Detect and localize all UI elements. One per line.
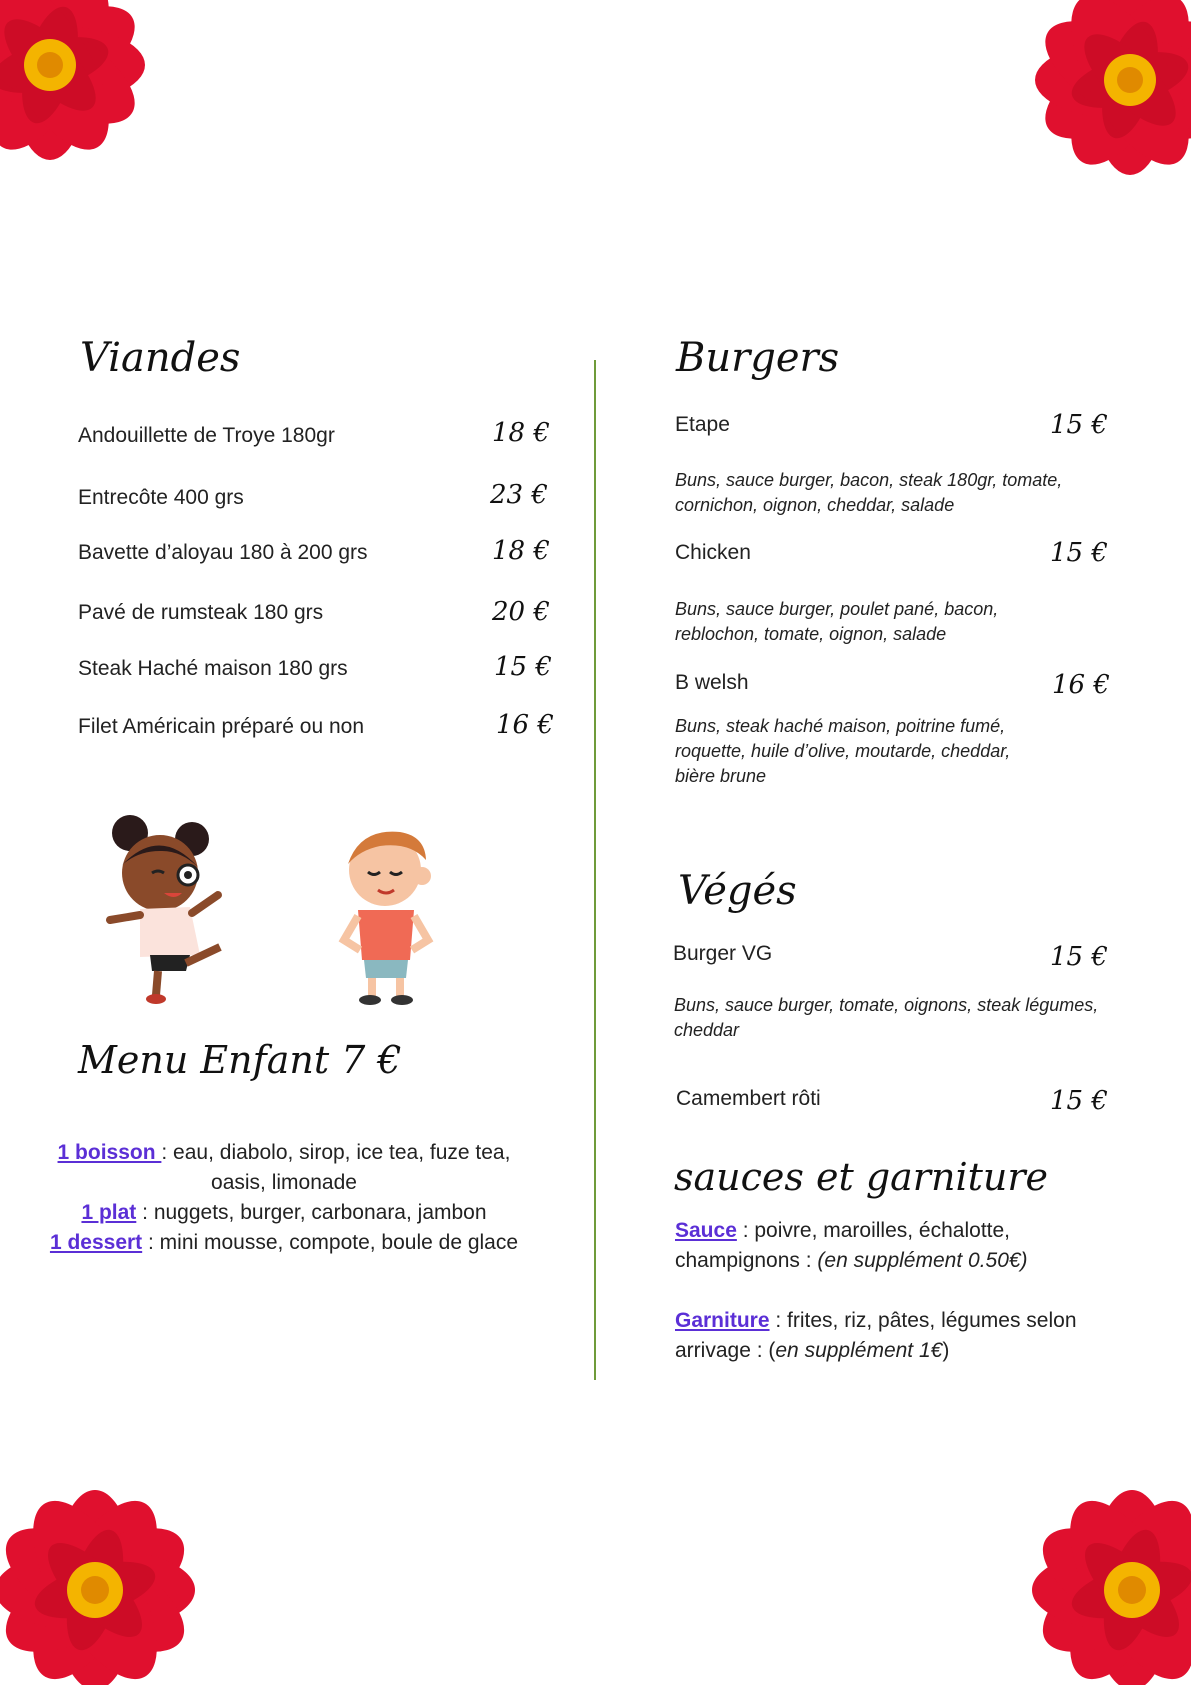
flower-top-right-icon <box>990 0 1191 240</box>
viandes-item-name: Entrecôte 400 grs <box>78 486 244 509</box>
sauce-line <box>675 1216 1115 1276</box>
burger-item-price: 15 € <box>1050 538 1108 568</box>
burger-item-desc: Buns, sauce burger, bacon, steak 180gr, tomate, cornichon, oignon, cheddar, salade <box>675 470 1063 515</box>
sauce-note: (en supplément 0.50€) <box>817 1249 1028 1272</box>
kids-menu-line <box>40 1198 528 1228</box>
kids-plat-text: : nuggets, burger, carbonara, jambon <box>136 1201 487 1224</box>
sauces-heading: sauces et garniture <box>674 1155 1048 1199</box>
vege-item-price: 15 € <box>1050 1086 1108 1116</box>
burger-item-name: Chicken <box>675 541 751 564</box>
garniture-text: : frites, riz, pâtes, légumes selon arrivage : ( <box>675 1309 1077 1362</box>
veges-heading: Végés <box>678 868 797 914</box>
burger-item-price: 15 € <box>1050 410 1108 440</box>
flower-top-left-icon <box>0 0 200 220</box>
viandes-item-name: Andouillette de Troye 180gr <box>78 424 335 447</box>
kids-menu-line <box>40 1138 528 1198</box>
burger-item-desc: Buns, steak haché maison, poitrine fumé, roquette, huile d’olive, moutarde, cheddar, bière brune <box>675 716 1011 786</box>
viandes-item-price: 20 € <box>492 597 550 627</box>
viandes-item-name: Filet Américain préparé ou non <box>78 715 364 738</box>
viandes-item-name: Steak Haché maison 180 grs <box>78 657 348 680</box>
flower-bottom-left-icon <box>0 1440 250 1685</box>
burgers-heading: Burgers <box>676 335 840 381</box>
kids-menu-heading: Menu Enfant 7 € <box>78 1038 402 1082</box>
kids-plat-link[interactable]: 1 plat <box>81 1201 137 1224</box>
viandes-item-price: 15 € <box>494 652 552 682</box>
viandes-heading: Viandes <box>80 335 241 381</box>
kids-dessert-link[interactable]: 1 dessert <box>49 1231 143 1254</box>
vege-item-name: Burger VG <box>673 942 773 965</box>
burger-item-name: B welsh <box>675 671 749 694</box>
burger-item-desc: Buns, sauce burger, poulet pané, bacon, reblochon, tomate, oignon, salade <box>675 599 999 644</box>
viandes-item-price: 18 € <box>492 536 550 566</box>
kids-dessert-text: : mini mousse, compote, boule de glace <box>142 1231 519 1254</box>
burger-item-name: Etape <box>675 413 730 436</box>
viandes-item-name: Pavé de rumsteak 180 grs <box>78 601 324 624</box>
kids-menu-list <box>40 1138 528 1258</box>
kid-girl-icon <box>100 815 240 1010</box>
column-divider <box>594 360 596 1380</box>
vege-item-name: Camembert rôti <box>676 1087 821 1110</box>
garniture-note: en supplément 1€ <box>775 1339 943 1362</box>
kids-menu-line <box>40 1228 528 1258</box>
kids-boisson-text: : eau, diabolo, sirop, ice tea, fuze tea, oasis, limonade <box>161 1141 511 1194</box>
garniture-close: ) <box>942 1339 950 1362</box>
kid-boy-icon <box>330 820 450 1015</box>
flower-bottom-right-icon <box>990 1440 1191 1685</box>
viandes-item-price: 18 € <box>492 418 550 448</box>
viandes-item-price: 23 € <box>490 480 548 510</box>
burger-item-price: 16 € <box>1052 670 1110 700</box>
kids-boisson-link[interactable]: 1 boisson <box>57 1141 162 1164</box>
garniture-line <box>675 1306 1115 1366</box>
vege-item-desc: Buns, sauce burger, tomate, oignons, steak légumes, cheddar <box>674 995 1099 1040</box>
garniture-link[interactable]: Garniture <box>675 1309 770 1332</box>
vege-item-price: 15 € <box>1050 942 1108 972</box>
viandes-item-price: 16 € <box>496 710 554 740</box>
viandes-item-name: Bavette d’aloyau 180 à 200 grs <box>78 541 368 564</box>
sauce-link[interactable]: Sauce <box>675 1219 737 1242</box>
sauce-text: : poivre, maroilles, échalotte, champignons : <box>675 1219 1010 1272</box>
